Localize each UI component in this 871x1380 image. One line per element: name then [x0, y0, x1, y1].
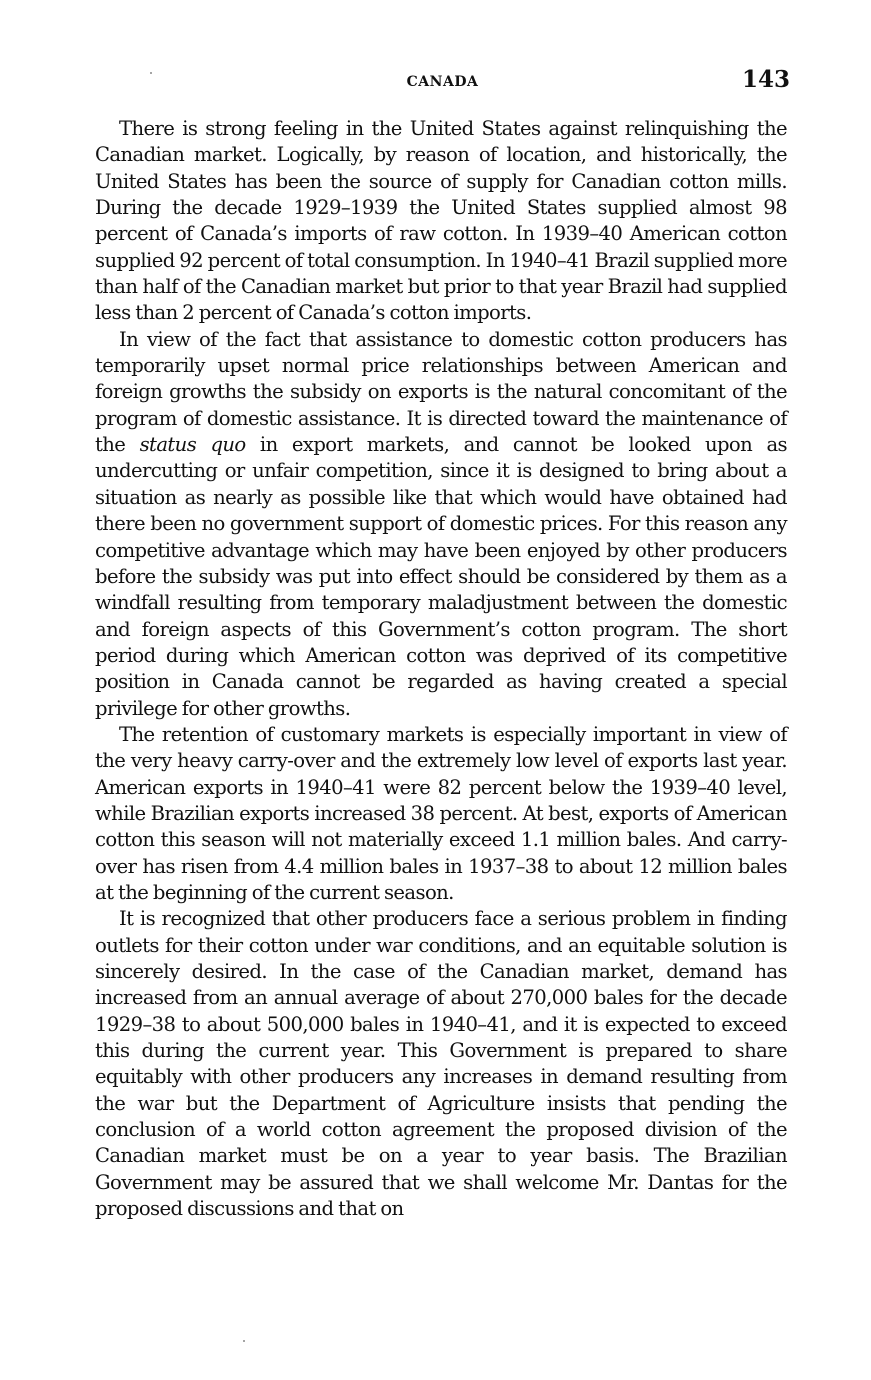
paragraph-export-subsidy-part-2: in export markets, and cannot be looked upon as undercutting or unfair competition, since it is designed to bring about a situation as nearly as possible like that which would have obtained had there been no government support of domestic prices. For this reason any competitive advantage which may have been enjoyed by other producers before the subsidy was put into effect should be considered by them as a windfall resulting from temporary maladjustment between the domestic and foreign aspects of this Government’s cotton program. The short period during which American cotton was deprived of its competitive position in Canada cannot be regarded as having created a special privilege for other growths.	[95, 433, 787, 720]
paragraph-equitable-solution: It is recognized that other producers face a serious problem in finding outlets for their cotton under war conditions, and an equitable solution is sincerely desired. In the case of the Canadian market, demand has increased from an annual average of about 270,000 bales for the decade 1929–38 to about 500,000 bales in 1940–41, and it is expected to exceed this during the current year. This Government is prepared to share equitably with other producers any increases in demand resulting from the war but the Department of Agriculture insists that pending the conclusion of a world cotton agreement the proposed division of the Canadian market must be on a year to year basis. The Brazilian Government may be assured that we shall welcome Mr. Dantas for the proposed discussions and that on	[95, 907, 787, 1221]
body-text	[95, 116, 787, 1222]
status-quo-italic: status quo	[139, 433, 246, 457]
page-header	[95, 66, 790, 102]
paragraph-canadian-market: There is strong feeling in the United States against relinquishing the Canadian market. Logically, by reason of location, and historically, the United States has been the source of supply for Canadian cotton mills. During the decade 1929–1939 the United States supplied almost 98 percent of Canada’s imports of raw cotton. In 1939–40 American cotton supplied 92 percent of total consumption. In 1940–41 Brazil supplied more than half of the Canadian market but prior to that year Brazil had supplied less than 2 percent of Canada’s cotton imports.	[95, 117, 787, 325]
paragraph-customary-markets: The retention of customary markets is especially important in view of the very heavy carry-over and the extremely low level of exports last year. American exports in 1940–41 were 82 percent below the 1939–40 level, while Brazilian exports increased 38 percent. At best, exports of American cotton this season will not materially exceed 1.1 million bales. And carry-over has risen from 4.4 million bales in 1937–38 to about 12 million bales at the beginning of the current season.	[95, 722, 787, 904]
print-speck	[243, 1340, 245, 1342]
paragraph-export-subsidy	[95, 327, 787, 722]
print-speck	[150, 72, 152, 74]
running-head: CANADA	[406, 74, 479, 90]
paragraph-export-subsidy-part-1: In view of the fact that assistance to domestic cotton producers has temporarily upset normal price relationships between American and foreign growths the subsidy on exports is the natural concomitant of the program of domestic assistance. It is directed toward the maintenance of the	[95, 327, 787, 457]
page-number: 143	[741, 66, 790, 93]
